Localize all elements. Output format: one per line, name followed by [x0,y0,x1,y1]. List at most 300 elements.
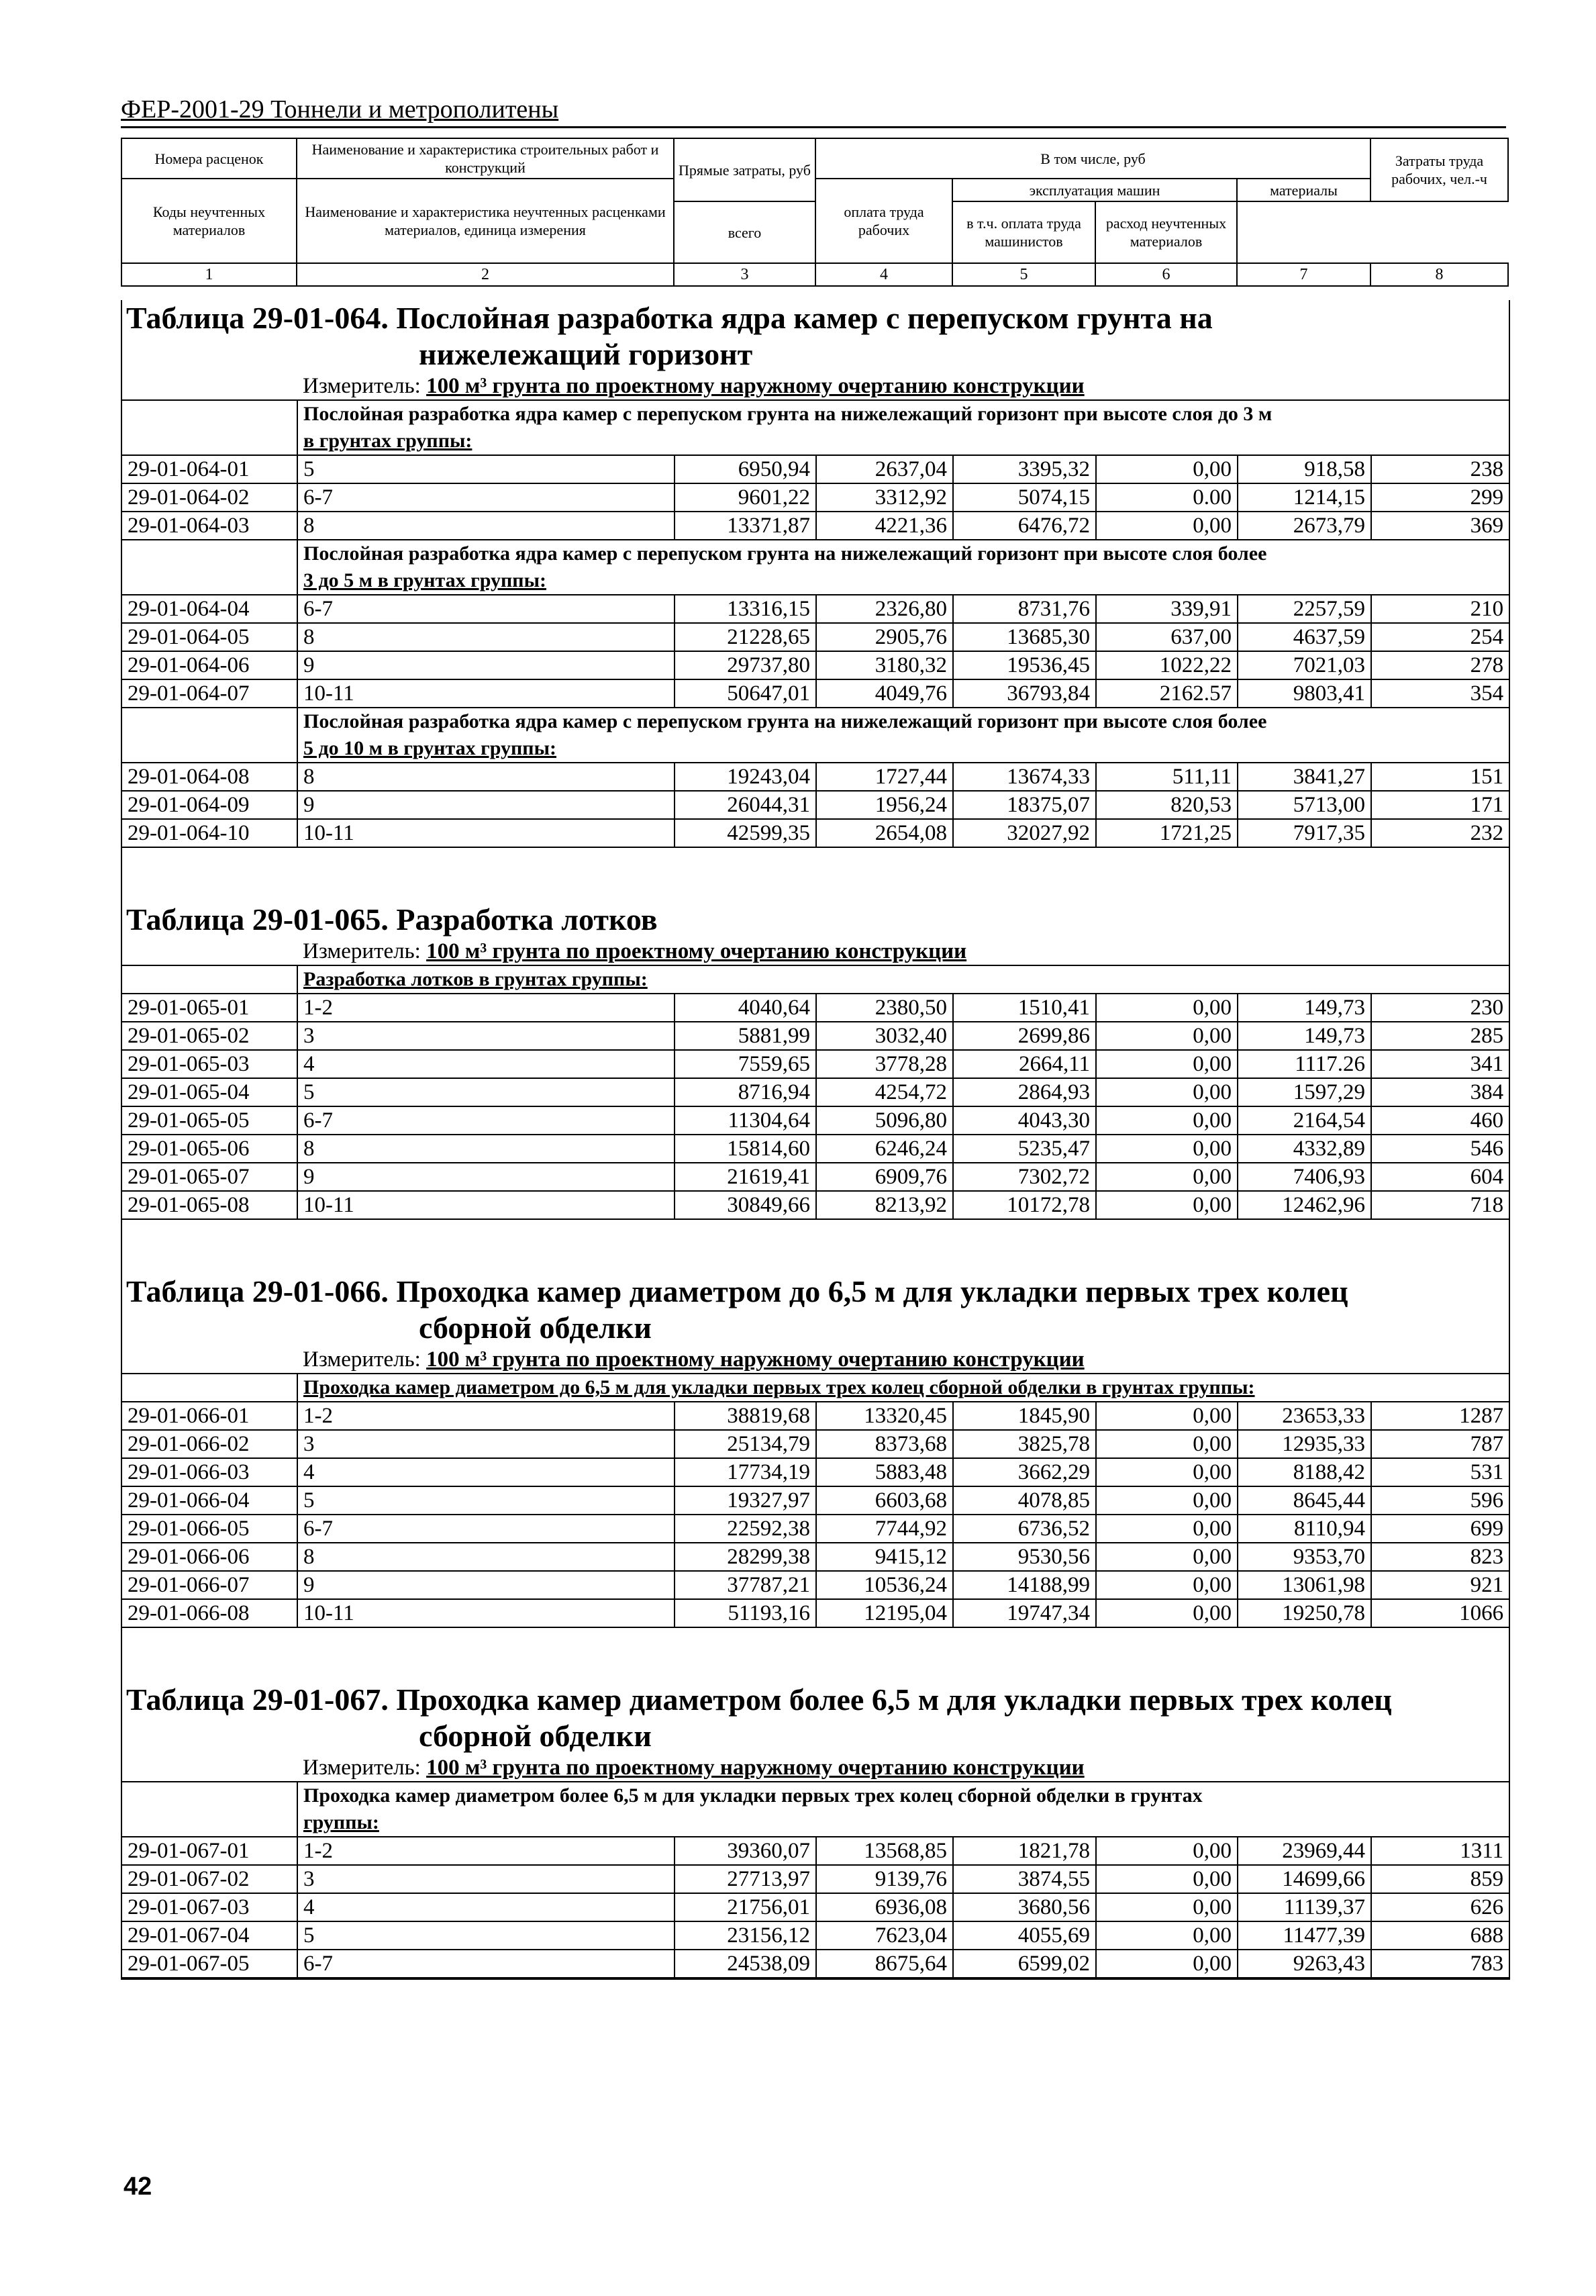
rate-code: 29-01-064-07 [122,679,297,708]
machine-cost: 1510,41 [953,994,1096,1022]
machine-cost: 9530,56 [953,1543,1096,1571]
machinist-cost: 1022,22 [1096,651,1238,679]
machine-cost: 3825,78 [953,1430,1096,1458]
rate-code: 29-01-064-10 [122,819,297,847]
labor-hours: 688 [1371,1921,1509,1950]
group-spacer [122,1782,297,1837]
header-num-2: 2 [297,263,674,286]
labor-hours: 1066 [1371,1599,1509,1627]
table-row [122,763,1509,791]
group-heading-line2: 5 до 10 м в грунтах группы: [303,737,557,759]
labor-hours: 783 [1371,1950,1509,1978]
measure-spacer [122,1754,297,1782]
machinist-cost: 0,00 [1096,1458,1238,1486]
group-heading-line1: Проходка камер диаметром до 6,5 м для укладки первых трех колец сборной обделки в грунтах группы: [303,1376,1255,1398]
machine-cost: 8731,76 [953,595,1096,623]
soil-group: 3 [297,1430,675,1458]
measure-row [122,1754,1509,1782]
price-table [122,1754,1509,1978]
materials-cost: 1214,15 [1238,483,1371,512]
group-heading [297,400,1509,455]
machine-cost: 6476,72 [953,512,1096,540]
labor-cost: 6603,68 [816,1486,953,1515]
soil-group: 4 [297,1893,675,1921]
labor-cost: 13320,45 [816,1402,953,1430]
soil-group: 9 [297,651,675,679]
group-heading-line1: Проходка камер диаметром более 6,5 м для укладки первых трех колец сборной обделки в грунтах [303,1784,1203,1807]
machinist-cost: 0,00 [1096,1571,1238,1599]
materials-cost: 7917,35 [1238,819,1371,847]
labor-hours: 859 [1371,1865,1509,1893]
rate-code: 29-01-064-05 [122,623,297,651]
table-row [122,455,1509,483]
table-row [122,1893,1509,1921]
machinist-cost: 0,00 [1096,1837,1238,1865]
machinist-cost: 0,00 [1096,1191,1238,1219]
group-spacer [122,400,297,455]
rate-code: 29-01-067-02 [122,1865,297,1893]
group-heading-line1: Послойная разработка ядра камер с перепуском грунта на нижележащий горизонт при высоте слоя до 3 м [303,403,1273,425]
machine-cost: 14188,99 [953,1571,1096,1599]
direct-cost: 15814,60 [675,1135,816,1163]
machinist-cost: 637,00 [1096,623,1238,651]
direct-cost: 51193,16 [675,1599,816,1627]
rate-code: 29-01-066-01 [122,1402,297,1430]
soil-group: 3 [297,1865,675,1893]
table-row [122,1571,1509,1599]
labor-cost: 10536,24 [816,1571,953,1599]
labor-cost: 2654,08 [816,819,953,847]
labor-hours: 151 [1371,763,1509,791]
measure-value: 100 м³ грунта по проектному очертанию конструкции [426,939,967,963]
machinist-cost: 0,00 [1096,1950,1238,1978]
machinist-cost: 0,00 [1096,1865,1238,1893]
machinist-cost: 0,00 [1096,1515,1238,1543]
labor-cost: 2326,80 [816,595,953,623]
price-table [122,938,1509,1220]
labor-cost: 1956,24 [816,791,953,819]
direct-cost: 26044,31 [675,791,816,819]
labor-cost: 4254,72 [816,1078,953,1106]
labor-hours: 1287 [1371,1402,1509,1430]
direct-cost: 7559,65 [675,1050,816,1078]
table-row [122,1135,1509,1163]
table-row [122,1106,1509,1135]
machine-cost: 5235,47 [953,1135,1096,1163]
rate-code: 29-01-065-02 [122,1022,297,1050]
group-spacer [122,708,297,763]
header-col4: оплата труда рабочих [815,179,952,263]
direct-cost: 13371,87 [675,512,816,540]
measure-value: 100 м³ грунта по проектному наружному очертанию конструкции [426,1347,1085,1372]
rate-code: 29-01-067-04 [122,1921,297,1950]
labor-hours: 354 [1371,679,1509,708]
group-heading-line1: Разработка лотков в грунтах группы: [303,968,648,990]
labor-cost: 5883,48 [816,1458,953,1486]
materials-cost: 11139,37 [1238,1893,1371,1921]
labor-cost: 6909,76 [816,1163,953,1191]
table-title-line2: сборной обделки [419,1310,652,1345]
materials-cost: 23653,33 [1238,1402,1371,1430]
machine-cost: 4043,30 [953,1106,1096,1135]
table-row [122,651,1509,679]
table-title [122,1682,1509,1754]
labor-cost: 9139,76 [816,1865,953,1893]
labor-hours: 718 [1371,1191,1509,1219]
rate-code: 29-01-066-05 [122,1515,297,1543]
materials-cost: 8645,44 [1238,1486,1371,1515]
machinist-cost: 0.00 [1096,483,1238,512]
machine-cost: 19747,34 [953,1599,1096,1627]
materials-cost: 3841,27 [1238,763,1371,791]
direct-cost: 39360,07 [675,1837,816,1865]
machine-cost: 3680,56 [953,1893,1096,1921]
direct-cost: 11304,64 [675,1106,816,1135]
measure-value: 100 м³ грунта по проектному наружному очертанию конструкции [426,1756,1085,1780]
soil-group: 10-11 [297,1599,675,1627]
table-row [122,791,1509,819]
soil-group: 8 [297,763,675,791]
labor-cost: 1727,44 [816,763,953,791]
direct-cost: 6950,94 [675,455,816,483]
page-number: 42 [123,2172,152,2201]
header-num-7: 7 [1237,263,1370,286]
labor-hours: 278 [1371,651,1509,679]
materials-cost: 14699,66 [1238,1865,1371,1893]
group-heading [297,540,1509,595]
group-spacer [122,540,297,595]
table-row [122,1837,1509,1865]
rate-code: 29-01-064-06 [122,651,297,679]
group-spacer [122,965,297,994]
direct-cost: 4040,64 [675,994,816,1022]
labor-hours: 232 [1371,819,1509,847]
materials-cost: 12462,96 [1238,1191,1371,1219]
table-row [122,512,1509,540]
measure-spacer [122,1346,297,1374]
measure-prefix: Измеритель: [303,1756,427,1780]
measure-prefix: Измеритель: [303,374,427,398]
labor-hours: 171 [1371,791,1509,819]
soil-group: 6-7 [297,1515,675,1543]
materials-cost: 8110,94 [1238,1515,1371,1543]
header-num-6: 6 [1095,263,1237,286]
soil-group: 9 [297,1571,675,1599]
labor-hours: 210 [1371,595,1509,623]
labor-hours: 1311 [1371,1837,1509,1865]
machinist-cost: 0,00 [1096,1163,1238,1191]
header-num-4: 4 [815,263,952,286]
table-gap [122,1628,1509,1682]
header-col2-bottom: Наименование и характеристика неучтенных расценками материалов, единица измерения [297,179,674,263]
table-gap [122,1220,1509,1274]
rate-code: 29-01-066-03 [122,1458,297,1486]
direct-cost: 29737,80 [675,651,816,679]
group-heading-line2: 3 до 5 м в грунтах группы: [303,569,547,591]
labor-cost: 2905,76 [816,623,953,651]
group-heading [297,1374,1509,1402]
machine-cost: 1821,78 [953,1837,1096,1865]
labor-hours: 823 [1371,1543,1509,1571]
rate-code: 29-01-065-01 [122,994,297,1022]
soil-group: 6-7 [297,1106,675,1135]
header-col1-bottom: Коды неучтенных материалов [121,179,297,263]
machinist-cost: 0,00 [1096,994,1238,1022]
labor-hours: 230 [1371,994,1509,1022]
rate-code: 29-01-066-04 [122,1486,297,1515]
machine-cost: 36793,84 [953,679,1096,708]
materials-cost: 7021,03 [1238,651,1371,679]
direct-cost: 50647,01 [675,679,816,708]
materials-cost: 7406,93 [1238,1163,1371,1191]
table-row [122,819,1509,847]
labor-hours: 546 [1371,1135,1509,1163]
machinist-cost: 339,91 [1096,595,1238,623]
labor-hours: 341 [1371,1050,1509,1078]
materials-cost: 9353,70 [1238,1543,1371,1571]
group-heading [297,1782,1509,1837]
machinist-cost: 0,00 [1096,1106,1238,1135]
labor-hours: 285 [1371,1022,1509,1050]
direct-cost: 5881,99 [675,1022,816,1050]
labor-hours: 787 [1371,1430,1509,1458]
soil-group: 6-7 [297,483,675,512]
measure-row [122,373,1509,400]
rate-code: 29-01-066-08 [122,1599,297,1627]
machinist-cost: 0,00 [1096,1135,1238,1163]
labor-hours: 596 [1371,1486,1509,1515]
header-col3: Прямые затраты, руб [674,138,815,201]
measure-prefix: Измеритель: [303,939,427,963]
rate-code: 29-01-067-05 [122,1950,297,1978]
table-title-line2: сборной обделки [419,1719,652,1753]
materials-cost: 1117.26 [1238,1050,1371,1078]
table-title-line1: Таблица 29-01-064. Послойная разработка ядра камер с перепуском грунта на [126,301,1213,335]
rate-code: 29-01-067-03 [122,1893,297,1921]
machinist-cost: 1721,25 [1096,819,1238,847]
labor-hours: 921 [1371,1571,1509,1599]
materials-cost: 8188,42 [1238,1458,1371,1486]
column-header-table [121,138,1509,287]
table-row [122,994,1509,1022]
rate-code: 29-01-066-02 [122,1430,297,1458]
group-heading-row [122,1374,1509,1402]
soil-group: 1-2 [297,1402,675,1430]
header-num-3: 3 [674,263,815,286]
direct-cost: 8716,94 [675,1078,816,1106]
labor-hours: 384 [1371,1078,1509,1106]
machine-cost: 3395,32 [953,455,1096,483]
soil-group: 5 [297,1486,675,1515]
header-incl: В том числе, руб [815,138,1370,179]
header-num-5: 5 [952,263,1095,286]
machinist-cost: 0,00 [1096,1050,1238,1078]
machine-cost: 5074,15 [953,483,1096,512]
table-row [122,1921,1509,1950]
direct-cost: 21228,65 [675,623,816,651]
soil-group: 5 [297,455,675,483]
table-row [122,1078,1509,1106]
table-row [122,623,1509,651]
labor-cost: 6246,24 [816,1135,953,1163]
machine-cost: 13674,33 [953,763,1096,791]
table-row [122,1402,1509,1430]
rate-code: 29-01-065-03 [122,1050,297,1078]
machine-cost: 3874,55 [953,1865,1096,1893]
labor-cost: 8213,92 [816,1191,953,1219]
labor-hours: 604 [1371,1163,1509,1191]
table-title-line1: Таблица 29-01-067. Проходка камер диаметром более 6,5 м для укладки первых трех колец [126,1682,1392,1717]
labor-cost: 7623,04 [816,1921,953,1950]
rate-code: 29-01-064-01 [122,455,297,483]
direct-cost: 21619,41 [675,1163,816,1191]
materials-cost: 918,58 [1238,455,1371,483]
soil-group: 5 [297,1921,675,1950]
materials-cost: 5713,00 [1238,791,1371,819]
machinist-cost: 0,00 [1096,1486,1238,1515]
table-title-line1: Таблица 29-01-065. Разработка лотков [126,902,658,937]
soil-group: 9 [297,791,675,819]
labor-cost: 8675,64 [816,1950,953,1978]
soil-group: 1-2 [297,994,675,1022]
rate-code: 29-01-064-08 [122,763,297,791]
table-row [122,1430,1509,1458]
soil-group: 8 [297,1543,675,1571]
table-row [122,595,1509,623]
direct-cost: 19327,97 [675,1486,816,1515]
machinist-cost: 0,00 [1096,1402,1238,1430]
direct-cost: 37787,21 [675,1571,816,1599]
group-heading-line1: Послойная разработка ядра камер с перепуском грунта на нижележащий горизонт при высоте слоя более [303,710,1267,732]
price-tables-body [121,300,1510,1980]
header-col6: в т.ч. оплата труда машинистов [952,201,1095,263]
direct-cost: 13316,15 [675,595,816,623]
measure-prefix: Измеритель: [303,1347,427,1372]
direct-cost: 17734,19 [675,1458,816,1486]
labor-hours: 238 [1371,455,1509,483]
table-row [122,1022,1509,1050]
table-title [122,902,1509,938]
labor-cost: 2380,50 [816,994,953,1022]
header-machines: эксплуатация машин [952,179,1237,201]
direct-cost: 19243,04 [675,763,816,791]
header-number-row [121,263,1508,286]
labor-hours: 369 [1371,512,1509,540]
direct-cost: 21756,01 [675,1893,816,1921]
table-title [122,300,1509,373]
header-num-8: 8 [1370,263,1508,286]
header-materials: материалы [1237,179,1370,201]
machinist-cost: 0,00 [1096,1543,1238,1571]
machine-cost: 1845,90 [953,1402,1096,1430]
labor-hours: 254 [1371,623,1509,651]
rate-code: 29-01-065-08 [122,1191,297,1219]
header-col7: расход неучтенных материалов [1095,201,1237,263]
direct-cost: 25134,79 [675,1430,816,1458]
machine-cost: 13685,30 [953,623,1096,651]
direct-cost: 27713,97 [675,1865,816,1893]
labor-hours: 699 [1371,1515,1509,1543]
direct-cost: 9601,22 [675,483,816,512]
materials-cost: 13061,98 [1238,1571,1371,1599]
measure-value: 100 м³ грунта по проектному наружному очертанию конструкции [426,374,1085,398]
header-num-1: 1 [121,263,297,286]
machinist-cost: 0,00 [1096,512,1238,540]
materials-cost: 2673,79 [1238,512,1371,540]
machinist-cost: 0,00 [1096,1022,1238,1050]
table-row [122,1458,1509,1486]
machinist-cost: 0,00 [1096,1430,1238,1458]
group-heading [297,965,1509,994]
labor-cost: 13568,85 [816,1837,953,1865]
labor-cost: 3180,32 [816,651,953,679]
measure-text [297,373,1509,400]
table-row [122,483,1509,512]
soil-group: 1-2 [297,1837,675,1865]
machinist-cost: 2162.57 [1096,679,1238,708]
group-heading-row [122,708,1509,763]
rate-code: 29-01-065-04 [122,1078,297,1106]
direct-cost: 30849,66 [675,1191,816,1219]
rate-code: 29-01-066-06 [122,1543,297,1571]
materials-cost: 19250,78 [1238,1599,1371,1627]
soil-group: 4 [297,1050,675,1078]
direct-cost: 23156,12 [675,1921,816,1950]
machine-cost: 2664,11 [953,1050,1096,1078]
machinist-cost: 820,53 [1096,791,1238,819]
rate-code: 29-01-064-04 [122,595,297,623]
labor-cost: 9415,12 [816,1543,953,1571]
direct-cost: 24538,09 [675,1950,816,1978]
rate-code: 29-01-065-05 [122,1106,297,1135]
labor-cost: 3312,92 [816,483,953,512]
direct-cost: 28299,38 [675,1543,816,1571]
price-table [122,373,1509,848]
machine-cost: 6736,52 [953,1515,1096,1543]
measure-text [297,1346,1509,1374]
machine-cost: 7302,72 [953,1163,1096,1191]
soil-group: 8 [297,512,675,540]
rate-code: 29-01-064-09 [122,791,297,819]
machinist-cost: 0,00 [1096,1921,1238,1950]
header-col1-top: Номера расценок [121,138,297,179]
running-header [121,94,1506,128]
header-col2-top: Наименование и характеристика строительных работ и конструкций [297,138,674,179]
measure-text [297,938,1509,965]
soil-group: 8 [297,623,675,651]
soil-group: 3 [297,1022,675,1050]
machinist-cost: 511,11 [1096,763,1238,791]
machine-cost: 19536,45 [953,651,1096,679]
table-title-line1: Таблица 29-01-066. Проходка камер диаметром до 6,5 м для укладки первых трех колец [126,1274,1348,1308]
group-spacer [122,1374,297,1402]
labor-cost: 5096,80 [816,1106,953,1135]
labor-hours: 531 [1371,1458,1509,1486]
group-heading-line1: Послойная разработка ядра камер с перепуском грунта на нижележащий горизонт при высоте слоя более [303,542,1267,565]
measure-row [122,938,1509,965]
measure-spacer [122,938,297,965]
machine-cost: 3662,29 [953,1458,1096,1486]
table-row [122,1050,1509,1078]
soil-group: 10-11 [297,1191,675,1219]
machine-cost: 32027,92 [953,819,1096,847]
labor-cost: 6936,08 [816,1893,953,1921]
labor-cost: 12195,04 [816,1599,953,1627]
direct-cost: 22592,38 [675,1515,816,1543]
materials-cost: 4637,59 [1238,623,1371,651]
table-row [122,1191,1509,1219]
measure-spacer [122,373,297,400]
